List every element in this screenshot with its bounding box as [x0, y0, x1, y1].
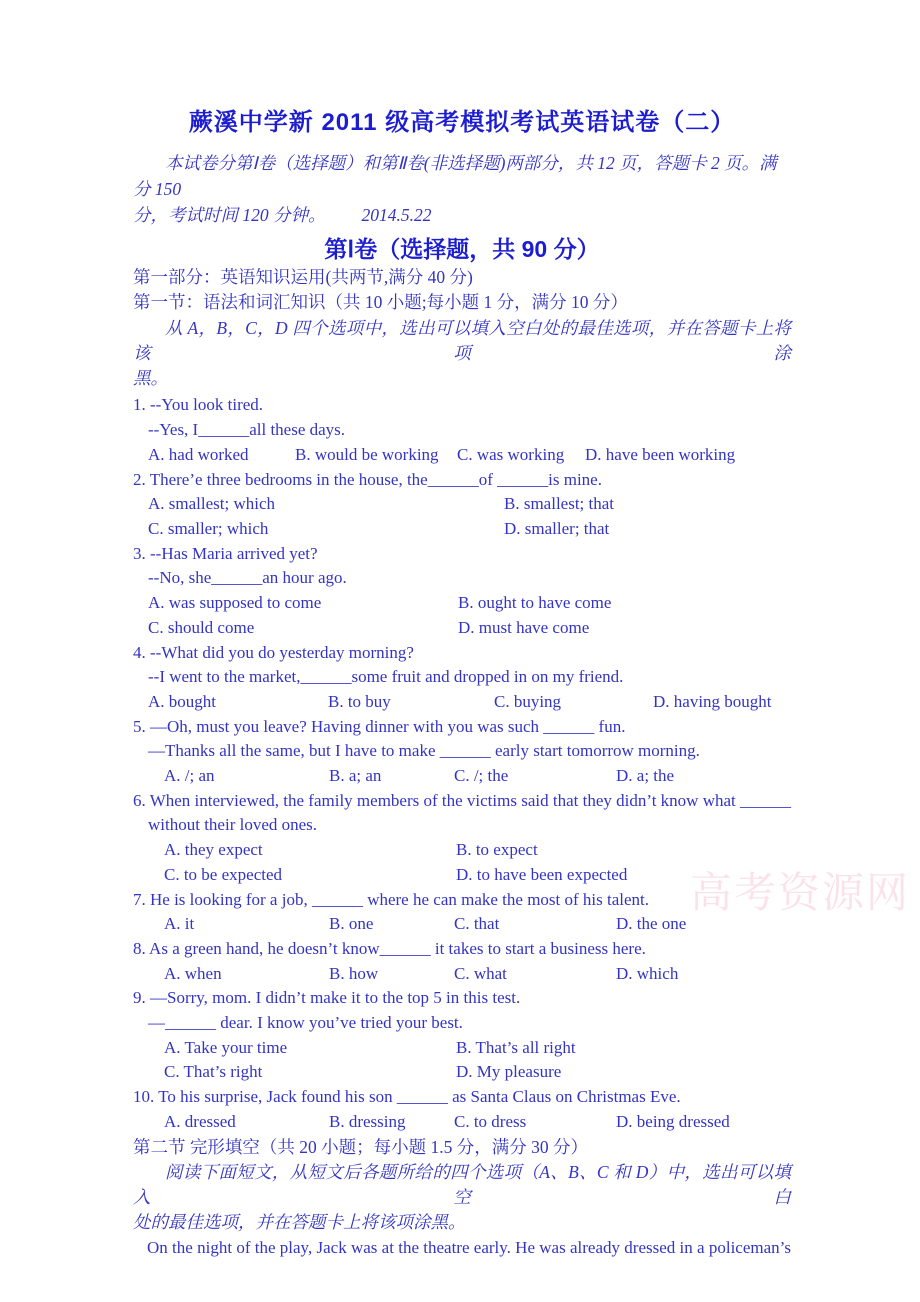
- option: A. bought: [148, 691, 216, 711]
- option: D. having bought: [653, 691, 772, 711]
- question-4: [133, 641, 791, 715]
- option: B. one: [329, 914, 374, 934]
- option: B. a; an: [329, 766, 382, 786]
- option: B. That’s all right: [456, 1037, 576, 1057]
- option: A. dressed: [164, 1111, 236, 1131]
- option: D. My pleasure: [456, 1062, 562, 1082]
- part1-section1-heading: 第一节：语法和词汇知识（共 10 小题;每小题 1 分，满分 10 分）: [133, 292, 628, 313]
- option: C. smaller; which: [148, 519, 269, 538]
- part1-instructions-line1: 从 A，B，C，D 四个选项中，选出可以填入空白处的最佳选项，并在答题卡上将该项涂: [133, 317, 791, 363]
- option: C. buying: [494, 691, 562, 711]
- exam-info-line1: 本试卷分第Ⅰ卷（选择题）和第Ⅱ卷(非选择题)两部分，共 12 页，答题卡 2 页。满分 150: [133, 153, 777, 199]
- option: C. to be expected: [164, 864, 283, 884]
- question-3: [133, 542, 791, 641]
- option: A. Take your time: [164, 1037, 288, 1057]
- part1-heading: 第一部分：英语知识运用(共两节,满分 40 分): [133, 267, 473, 287]
- option: B. dressing: [329, 1111, 406, 1131]
- question-stem-line: 9. —Sorry, mom. I didn’t make it to the top 5 in this test.: [133, 988, 521, 1008]
- option: D. the one: [616, 914, 687, 934]
- options-row: [133, 962, 791, 987]
- part2-instructions-line2: 处的最佳选项，并在答题卡上将该项涂黑。: [133, 1212, 466, 1233]
- option: B. would be working: [295, 444, 439, 464]
- question-stem-line: 3. --Has Maria arrived yet?: [133, 543, 318, 563]
- passage-line: On the night of the play, Jack was at the theatre early. He was already dressed in a policeman’s: [147, 1237, 791, 1257]
- part1-instructions-line2: 黑。: [133, 368, 168, 389]
- question-stem-line: 4. --What did you do yesterday morning?: [133, 642, 414, 662]
- exam-info-line2-text: 分，考试时间 120 分钟。: [133, 205, 326, 225]
- options-row: [133, 492, 791, 517]
- question-1: [133, 393, 791, 467]
- question-stem-line: 2. There’e three bedrooms in the house, the______of ______is mine.: [133, 469, 602, 489]
- question-stem-line: 5. —Oh, must you leave? Having dinner with you was such ______ fun.: [133, 716, 626, 736]
- options-row: [133, 443, 791, 468]
- question-stem-line: without their loved ones.: [148, 815, 318, 835]
- part1-section2-heading: 第二节 完形填空（共 20 小题；每小题 1.5 分，满分 30 分）: [133, 1136, 588, 1157]
- options-row: [133, 838, 791, 863]
- exam-title: 蕨溪中学新 2011 级高考模拟考试英语试卷（二）: [188, 109, 736, 136]
- options-row: [133, 863, 791, 888]
- option: B. smallest; that: [504, 494, 615, 514]
- option: D. a; the: [616, 766, 675, 786]
- option: A. they expect: [164, 840, 263, 860]
- question-7: [133, 888, 791, 937]
- option: D. have been working: [585, 444, 736, 464]
- option: A. had worked: [148, 444, 249, 464]
- page-content: [133, 0, 791, 1260]
- option: C. /; the: [454, 766, 509, 786]
- question-stem-line: --Yes, I______all these days.: [148, 420, 346, 440]
- options-row: [133, 1060, 791, 1085]
- exam-info-line2: [133, 202, 791, 228]
- part2-instructions-line1: 阅读下面短文，从短文后各题所给的四个选项（A、B、C 和 D）中，选出可以填入空白: [133, 1161, 791, 1208]
- options-row: [133, 591, 791, 616]
- option: C. That’s right: [164, 1062, 263, 1082]
- options-row: [133, 912, 791, 937]
- option: B. to expect: [456, 840, 538, 860]
- option: B. to buy: [328, 691, 391, 711]
- option: B. ought to have come: [458, 593, 612, 613]
- question-stem-line: 7. He is looking for a job, ______ where he can make the most of his talent.: [133, 889, 650, 909]
- option: A. /; an: [164, 766, 215, 786]
- question-stem-line: 6. When interviewed, the family members of the victims said that they didn’t know what ______: [133, 790, 791, 810]
- option: C. that: [454, 914, 500, 934]
- option: C. was working: [457, 444, 565, 464]
- questions: [133, 393, 791, 1134]
- watermark: 高考资源网: [690, 871, 911, 917]
- question-9: [133, 986, 791, 1085]
- question-stem-line: --I went to the market,______some fruit and dropped in on my friend.: [148, 667, 624, 687]
- section1-heading: 第Ⅰ卷（选择题，共 90 分）: [324, 236, 600, 262]
- option: D. which: [616, 963, 679, 983]
- question-stem-line: 10. To his surprise, Jack found his son ______ as Santa Claus on Christmas Eve.: [133, 1087, 681, 1107]
- option: A. it: [164, 914, 195, 934]
- option: A. was supposed to come: [148, 593, 322, 613]
- question-stem-line: 1. --You look tired.: [133, 395, 264, 415]
- option: D. smaller; that: [504, 519, 610, 538]
- question-stem-line: --No, she______an hour ago.: [148, 568, 347, 588]
- option: C. should come: [148, 617, 255, 637]
- question-2: [133, 468, 791, 542]
- exam-date: 2014.5.22: [361, 205, 432, 225]
- question-8: [133, 937, 791, 986]
- question-5: [133, 715, 791, 789]
- options-row: [133, 764, 791, 789]
- question-stem-line: —Thanks all the same, but I have to make ______ early start tomorrow morning.: [148, 741, 700, 761]
- option: A. when: [164, 963, 222, 983]
- option: C. what: [454, 963, 507, 983]
- question-6: [133, 789, 791, 888]
- option: D. to have been expected: [456, 864, 628, 884]
- option: D. being dressed: [616, 1111, 730, 1131]
- question-10: [133, 1085, 791, 1134]
- options-row: [133, 690, 791, 715]
- question-stem-line: —______ dear. I know you’ve tried your best.: [148, 1013, 463, 1033]
- option: C. to dress: [454, 1111, 527, 1131]
- options-row: [133, 517, 791, 542]
- question-stem-line: 8. As a green hand, he doesn’t know______ it takes to start a business here.: [133, 938, 646, 958]
- option: A. smallest; which: [148, 494, 276, 514]
- options-row: [133, 1110, 791, 1135]
- options-row: [133, 1036, 791, 1061]
- exam-info: [133, 150, 791, 228]
- option: B. how: [329, 963, 379, 983]
- options-row: [133, 616, 791, 641]
- option: D. must have come: [458, 617, 590, 637]
